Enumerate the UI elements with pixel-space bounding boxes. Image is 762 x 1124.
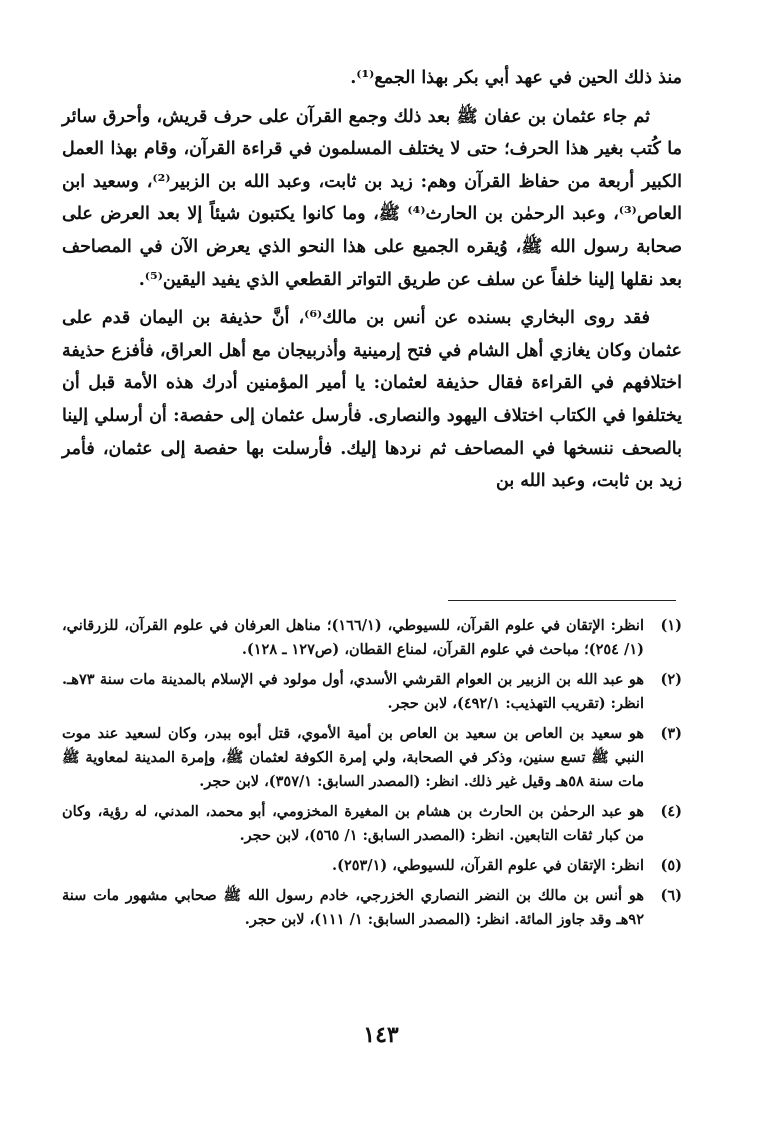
main-text-block <box>62 62 682 504</box>
footnote-text: انظر: الإتقان في علوم القرآن، للسيوطي، (١٦٦/١)؛ مناهل العرفان في علوم القرآن، للزرقاني، (١/ ٢٥٤)؛ مباحث في علوم القرآن، لمناع القطان، (ص١٢٧ ـ ١٢٨). <box>62 617 644 658</box>
footnote-3 <box>62 722 682 794</box>
footnote-number: (١) <box>660 617 682 634</box>
footnote-1 <box>62 614 682 662</box>
footnote-number: (٥) <box>660 857 682 874</box>
footnote-number: (٤) <box>660 803 682 820</box>
paragraph-3: فقد روى البخاري بسنده عن أنس بن مالك⁽⁶⁾، أنَّ حذيفة بن اليمان قدم على عثمان وكان يغازي أهل الشام في فتح إرمينية وأذربيجان مع أهل العراق، فأفزع حذيفة اختلافهم في القراءة فقال حذيفة لعثمان: يا أمير المؤمنين أدرك هذه الأمة قبل أن يختلفوا في الكتاب اختلاف اليهود والنصارى. فأرسل عثمان إلى حفصة: أن أرسلي إلينا بالصحف ننسخها في المصاحف ثم نردها إليك. فأرسلت بها حفصة إلى عثمان، فأمر زيد بن ثابت، وعبد الله بن <box>62 308 682 492</box>
footnote-text: هو سعيد بن العاص بن سعيد بن العاص بن أمية الأموي، قتل أبوه ببدر، وكان لسعيد عند موت النبي ﷺ تسع سنين، وذكر في الصحابة، ولي إمرة الكوفة لعثمان ﷺ، وإمرة المدينة لمعاوية ﷺ مات سنة ٥٨هـ وقيل غير ذلك. انظر: (المصدر السابق: ٣٥٧/١)، لابن حجر. <box>62 725 644 790</box>
footnote-number: (٣) <box>660 725 682 742</box>
footnote-text: هو عبد الله بن الزبير بن العوام القرشي الأسدي، أول مولود في الإسلام بالمدينة مات سنة ٧٣هـ. انظر: (تقريب التهذيب: ٤٩٢/١)، لابن حجر. <box>62 671 644 712</box>
footnote-text: هو عبد الرحمٰن بن الحارث بن هشام بن المغيرة المخزومي، أبو محمد، المدني، له رؤية، وكان من كبار ثقات التابعين. انظر: (المصدر السابق: ١/ ٥٦٥)، لابن حجر. <box>62 803 644 844</box>
footnote-6 <box>62 884 682 932</box>
paragraph-2: ثم جاء عثمان بن عفان ﷺ بعد ذلك وجمع القرآن على حرف قريش، وأحرق سائر ما كُتب بغير هذا الحرف؛ حتى لا يختلف المسلمون في قراءة القرآن، وقام بهذا العمل الكبير أربعة من حفاظ القرآن وهم: زيد بن ثابت، وعبد الله بن الزبير⁽²⁾، وسعيد ابن العاص⁽³⁾، وعبد الرحمٰن بن الحارث⁽⁴⁾ ﷺ، وما كانوا يكتبون شيئاً إلا بعد العرض على صحابة رسول الله ﷺ، وُيقره الجميع على هذا النحو الذي يعرض الآن في المصاحف بعد نقلها إلينا خلفاً عن سلف عن طريق التواتر القطعي الذي يفيد اليقين⁽⁵⁾. <box>62 106 682 290</box>
paragraph-1: منذ ذلك الحين في عهد أبي بكر بهذا الجمع⁽¹⁾. <box>350 68 682 88</box>
footnote-5 <box>62 854 682 878</box>
footnote-text: انظر: الإتقان في علوم القرآن، للسيوطي، (٢٥٣/١). <box>332 857 644 874</box>
footnotes-block <box>62 614 682 938</box>
footnote-number: (٢) <box>660 671 682 688</box>
footnote-separator <box>448 600 676 601</box>
footnote-4 <box>62 800 682 848</box>
page-number: ١٤٣ <box>363 1022 399 1048</box>
footnote-number: (٦) <box>660 887 682 904</box>
footnote-2 <box>62 668 682 716</box>
footnote-text: هو أنس بن مالك بن النضر النصاري الخزرجي، خادم رسول الله ﷺ صحابي مشهور مات سنة ٩٢هـ وقد جاوز المائة. انظر: (المصدر السابق: ١/ ١١١)، لابن حجر. <box>62 887 644 928</box>
